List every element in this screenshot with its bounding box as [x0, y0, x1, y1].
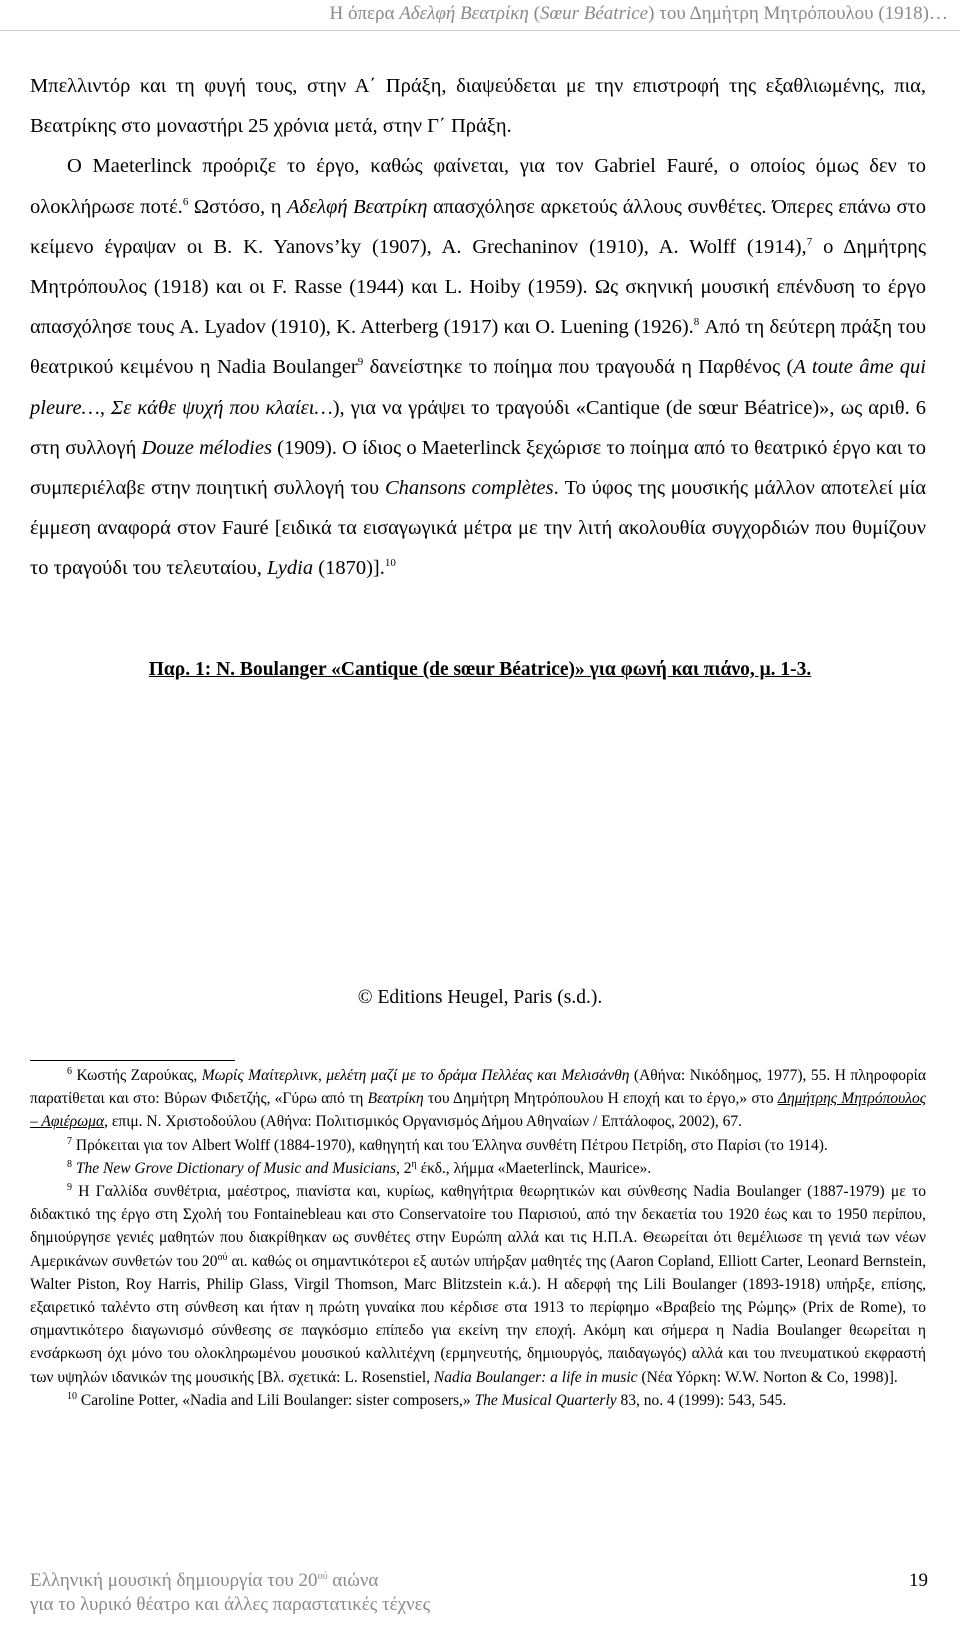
footnote-text: Caroline Potter, «Nadia and Lili Boulanger: sister composers,» The Musical Quarterly 83, no. 4 (1999): 543, 545. [80, 1391, 787, 1409]
footnote-10 [30, 1389, 926, 1412]
running-head-title: Η όπερα Αδελφή Βεατρίκη (Sœur Béatrice) του Δημήτρη Μητρόπουλου (1918)… [329, 3, 948, 24]
main-text [30, 66, 926, 589]
footnote-text: Η Γαλλίδα συνθέτρια, μαέστρος, πιανίστα και, κυρίως, καθηγήτρια θεωρητικών και σύνθεσης Nadia Boulanger (1887-1979) με το διδακτικό της έργο στη Σχολή του Fontainebleau και στο Conservatoire του Παρισιού, από την δεκαετία του 1920 έως και το 1950 περίπου, δημιούργησε γενιές μαθητών που διακρίθηκαν ως συνθέτες στην Ευρώπη αλλά και τις Η.Π.Α. Θεωρείται ότι θεμέλιωσε τη γενιά των νέων Αμερικάνων συνθετών του $20^{oύ}$ αι. καθώς οι σημαντικότεροι εξ αυτών υπήρξαν μαθητές της (Aaron Copland, Elliott Carter, Leonard Bernstein, Walter Piston, Roy Harris, Philip Glass, Virgil Thomson, Marc Blitzstein κ.ά.). Η αδερφή της Lili Boulanger (1893-1918) υπήρξε, επίσης, εξαιρετικό ταλέντο στη σύνθεση και ήταν η πρώτη γυναίκα που κέρδισε στα 1913 το περίφημο «Βραβείο της Ρώμης» (Prix de Rome), το σημαντικότερο διαγωνισμό σύνθεσης σε παγκόσμιο επίπεδο για εκείνη την εποχή. Ακόμη και σήμερα η Nadia Boulanger θεωρείται η ενσάρκωση όχι μόνο του ολοκληρωμένου μουσικού καλλιτέχνη (ερμηνευτής, δημιουργός, παιδαγωγός) αλλά και του πνευματικού εκφραστή των υψηλών ιδανικών της μουσικής [Βλ. σχετικά: L. Rosenstiel, Nadia Boulanger: a life in music (Νέα Υόρκη: W.W. Norton & Co, 1998)]. [30, 1183, 926, 1386]
header-divider [0, 30, 960, 31]
footnote-6 [30, 1064, 926, 1134]
footnote-number: 10 [67, 1390, 77, 1402]
footnote-number: 7 [67, 1135, 72, 1147]
footer-line-1: Ελληνική μουσική δημιουργία του $20^{oύ}$ αιώνα [30, 1570, 379, 1591]
footer-line-2: για το λυρικό θέατρο και άλλες παραστατικές τέχνες [30, 1594, 431, 1615]
paragraph-continuation: Μπελλιντόρ και τη φυγή τους, στην Α΄ Πράξη, διαψεύδεται με την επιστροφή της εξαθλιωμένης, πια, Βεατρίκης στο μοναστήρι 25 χρόνια μετά, στην Γ΄ Πράξη. [30, 75, 926, 138]
footnote-number: 8 [67, 1158, 72, 1170]
footnotes [30, 1064, 926, 1412]
figure-credit: © Editions Heugel, Paris (s.d.). [357, 987, 603, 1008]
footnote-text: Πρόκειται για τον Albert Wolff (1884-1970), καθηγητή και του Έλληνα συνθέτη Πέτρου Πετρίδη, στο Παρίσι (το 1914). [75, 1136, 828, 1154]
footnote-number: 9 [67, 1182, 72, 1194]
footnote-8 [30, 1157, 926, 1180]
running-footer [30, 1569, 430, 1617]
footnote-7 [30, 1134, 926, 1157]
footnote-separator [30, 1060, 235, 1061]
paragraph-maeterlinck: Ο Maeterlinck προόριζε το έργο, καθώς φαίνεται, για τον Gabriel Fauré, ο οποίος όμως δεν το ολοκλήρωσε ποτέ.$^6$ Ωστόσο, η Αδελφή Βεατρίκη απασχόλησε αρκετούς άλλους συνθέτες. Όπερες επάνω στο κείμενο έγραψαν οι B. K. Yanovs’ky (1907), A. Grechaninov (1910), A. Wolff (1914),$^7$ ο Δημήτρης Μητρόπουλος (1918) και οι F. Rasse (1944) και L. Hoiby (1959). Ως σκηνική μουσική επένδυση το έργο απασχόλησε τους A. Lyadov (1910), K. Atterberg (1917) και O. Luening (1926).$^8$ Από τη δεύτερη πράξη του θεατρικού κειμένου η Nadia Boulanger$^9$ δανείστηκε το ποίημα που τραγουδά η Παρθένος (A toute âme qui pleure…, Σε κάθε ψυχή που κλαίει…), για να γράψει το τραγούδι «Cantique (de sœur Béatrice)», ως αριθ. 6 στη συλλογή Douze mélodies (1909). Ο ίδιος ο Maeterlinck ξεχώρισε το ποίημα από το θεατρικό έργο και το συμπεριέλαβε στην ποιητική συλλογή του Chansons complètes. Το ύφος της μουσικής μάλλον αποτελεί μία έμμεση αναφορά στον Fauré [ειδικά τα εισαγωγικά μέτρα με την λιτή ακολουθία συγχορδιών που θυμίζουν το τραγούδι του τελευταίου, Lydia (1870)].$^{10}$ [30, 155, 927, 580]
footnote-9 [30, 1180, 926, 1389]
footnote-text: Κωστής Ζαρούκας, Μωρίς Μαίτερλινκ, μελέτη μαζί με το δράμα Πελλέας και Μελισάνθη (Αθήνα: Νικόδημος, 1977), 55. Η πληροφορία παρατίθεται και στο: Βύρων Φιδετζής, «Γύρω από τη Βεατρίκη του Δημήτρη Μητρόπουλου Η εποχή και το έργο,» στο Δημήτρης Μητρόπουλος – Αφιέρωμα, επιμ. Ν. Χριστοδούλου (Αθήνα: Πολιτισμικός Οργανισμός Δήμου Αθηναίων / Επτάλοφος, 2002), 67. [30, 1067, 926, 1131]
footnote-text: The New Grove Dictionary of Music and Musicians, $2^\eta$ έκδ., λήμμα «Maeterlinck, Maurice». [75, 1158, 652, 1177]
footnote-number: 6 [67, 1066, 72, 1077]
page-number: 19 [909, 1570, 928, 1591]
figure-caption: Παρ. 1: N. Boulanger «Cantique (de sœur Béatrice)» για φωνή και πιάνο, μ. 1-3. [148, 659, 812, 680]
running-header [0, 0, 960, 30]
